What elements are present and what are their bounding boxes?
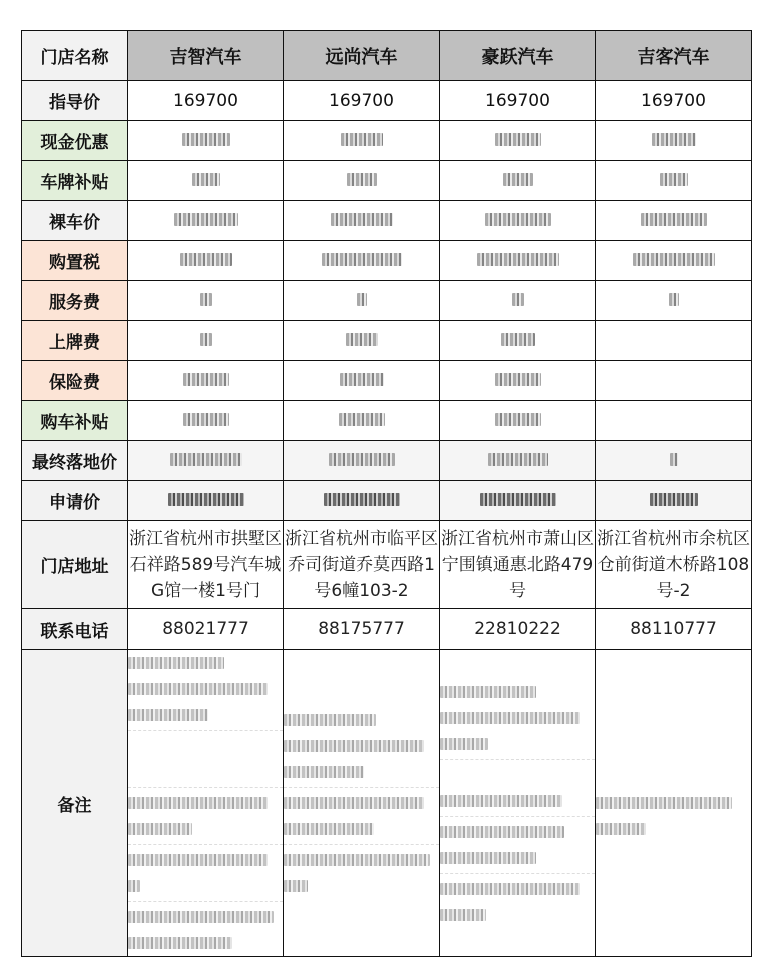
redacted-cell [284, 161, 440, 201]
redacted-cell [128, 361, 284, 401]
phone-row [22, 609, 752, 650]
price-cell: 169700 [440, 81, 596, 121]
redacted-cell [440, 401, 596, 441]
redacted-cell [284, 121, 440, 161]
redacted-notes [440, 650, 596, 957]
redacted-cell [128, 481, 284, 521]
table-row [22, 361, 752, 401]
redacted-cell [596, 481, 752, 521]
notes-row [22, 650, 752, 957]
redacted-cell [596, 121, 752, 161]
redacted-cell [596, 441, 752, 481]
redacted-cell [284, 361, 440, 401]
redacted-cell [440, 481, 596, 521]
table-row [22, 441, 752, 481]
redacted-cell [440, 361, 596, 401]
redacted-cell [128, 281, 284, 321]
empty-cell [596, 401, 752, 441]
table-row [22, 481, 752, 521]
table-row [22, 201, 752, 241]
row-label: 备注 [22, 650, 128, 957]
row-label: 保险费 [22, 361, 128, 401]
table-row [22, 401, 752, 441]
empty-cell [596, 321, 752, 361]
price-cell: 169700 [284, 81, 440, 121]
store-name: 豪跃汽车 [440, 31, 596, 81]
table-row [22, 321, 752, 361]
store-address: 浙江省杭州市余杭区仓前街道木桥路108号-2 [596, 521, 752, 609]
redacted-cell [128, 201, 284, 241]
redacted-cell [596, 161, 752, 201]
store-name: 吉智汽车 [128, 31, 284, 81]
table-row [22, 81, 752, 121]
store-address: 浙江省杭州市临平区乔司街道乔莫西路1号6幢103-2 [284, 521, 440, 609]
table-row [22, 121, 752, 161]
empty-cell [596, 361, 752, 401]
redacted-notes [596, 650, 752, 957]
redacted-cell [440, 201, 596, 241]
store-phone: 88021777 [128, 609, 284, 650]
store-name: 远尚汽车 [284, 31, 440, 81]
row-label: 车牌补贴 [22, 161, 128, 201]
redacted-cell [284, 241, 440, 281]
store-address: 浙江省杭州市拱墅区石祥路589号汽车城G馆一楼1号门 [128, 521, 284, 609]
redacted-cell [284, 201, 440, 241]
corner-label: 门店名称 [22, 31, 128, 81]
redacted-cell [128, 321, 284, 361]
row-label: 裸车价 [22, 201, 128, 241]
table-row [22, 241, 752, 281]
redacted-cell [596, 241, 752, 281]
row-label: 服务费 [22, 281, 128, 321]
price-cell: 169700 [128, 81, 284, 121]
price-cell: 169700 [596, 81, 752, 121]
row-label: 指导价 [22, 81, 128, 121]
redacted-cell [440, 241, 596, 281]
redacted-cell [440, 121, 596, 161]
store-phone: 88175777 [284, 609, 440, 650]
price-comparison-table [21, 30, 752, 957]
row-label: 联系电话 [22, 609, 128, 650]
store-phone: 88110777 [596, 609, 752, 650]
row-label: 最终落地价 [22, 441, 128, 481]
redacted-cell [440, 441, 596, 481]
row-label: 门店地址 [22, 521, 128, 609]
row-label: 申请价 [22, 481, 128, 521]
redacted-cell [284, 321, 440, 361]
redacted-cell [440, 161, 596, 201]
redacted-cell [440, 321, 596, 361]
redacted-cell [128, 161, 284, 201]
redacted-notes [284, 650, 440, 957]
redacted-cell [284, 441, 440, 481]
redacted-cell [596, 281, 752, 321]
redacted-notes [128, 650, 284, 957]
redacted-cell [284, 401, 440, 441]
row-label: 现金优惠 [22, 121, 128, 161]
row-label: 上牌费 [22, 321, 128, 361]
redacted-cell [596, 201, 752, 241]
redacted-cell [440, 281, 596, 321]
redacted-cell [128, 121, 284, 161]
redacted-cell [128, 401, 284, 441]
redacted-cell [128, 441, 284, 481]
address-row [22, 521, 752, 609]
row-label: 购车补贴 [22, 401, 128, 441]
table-row [22, 161, 752, 201]
store-name: 吉客汽车 [596, 31, 752, 81]
row-label: 购置税 [22, 241, 128, 281]
store-header-row [22, 31, 752, 81]
store-phone: 22810222 [440, 609, 596, 650]
store-address: 浙江省杭州市萧山区宁围镇通惠北路479号 [440, 521, 596, 609]
redacted-cell [128, 241, 284, 281]
table-row [22, 281, 752, 321]
redacted-cell [284, 281, 440, 321]
redacted-cell [284, 481, 440, 521]
